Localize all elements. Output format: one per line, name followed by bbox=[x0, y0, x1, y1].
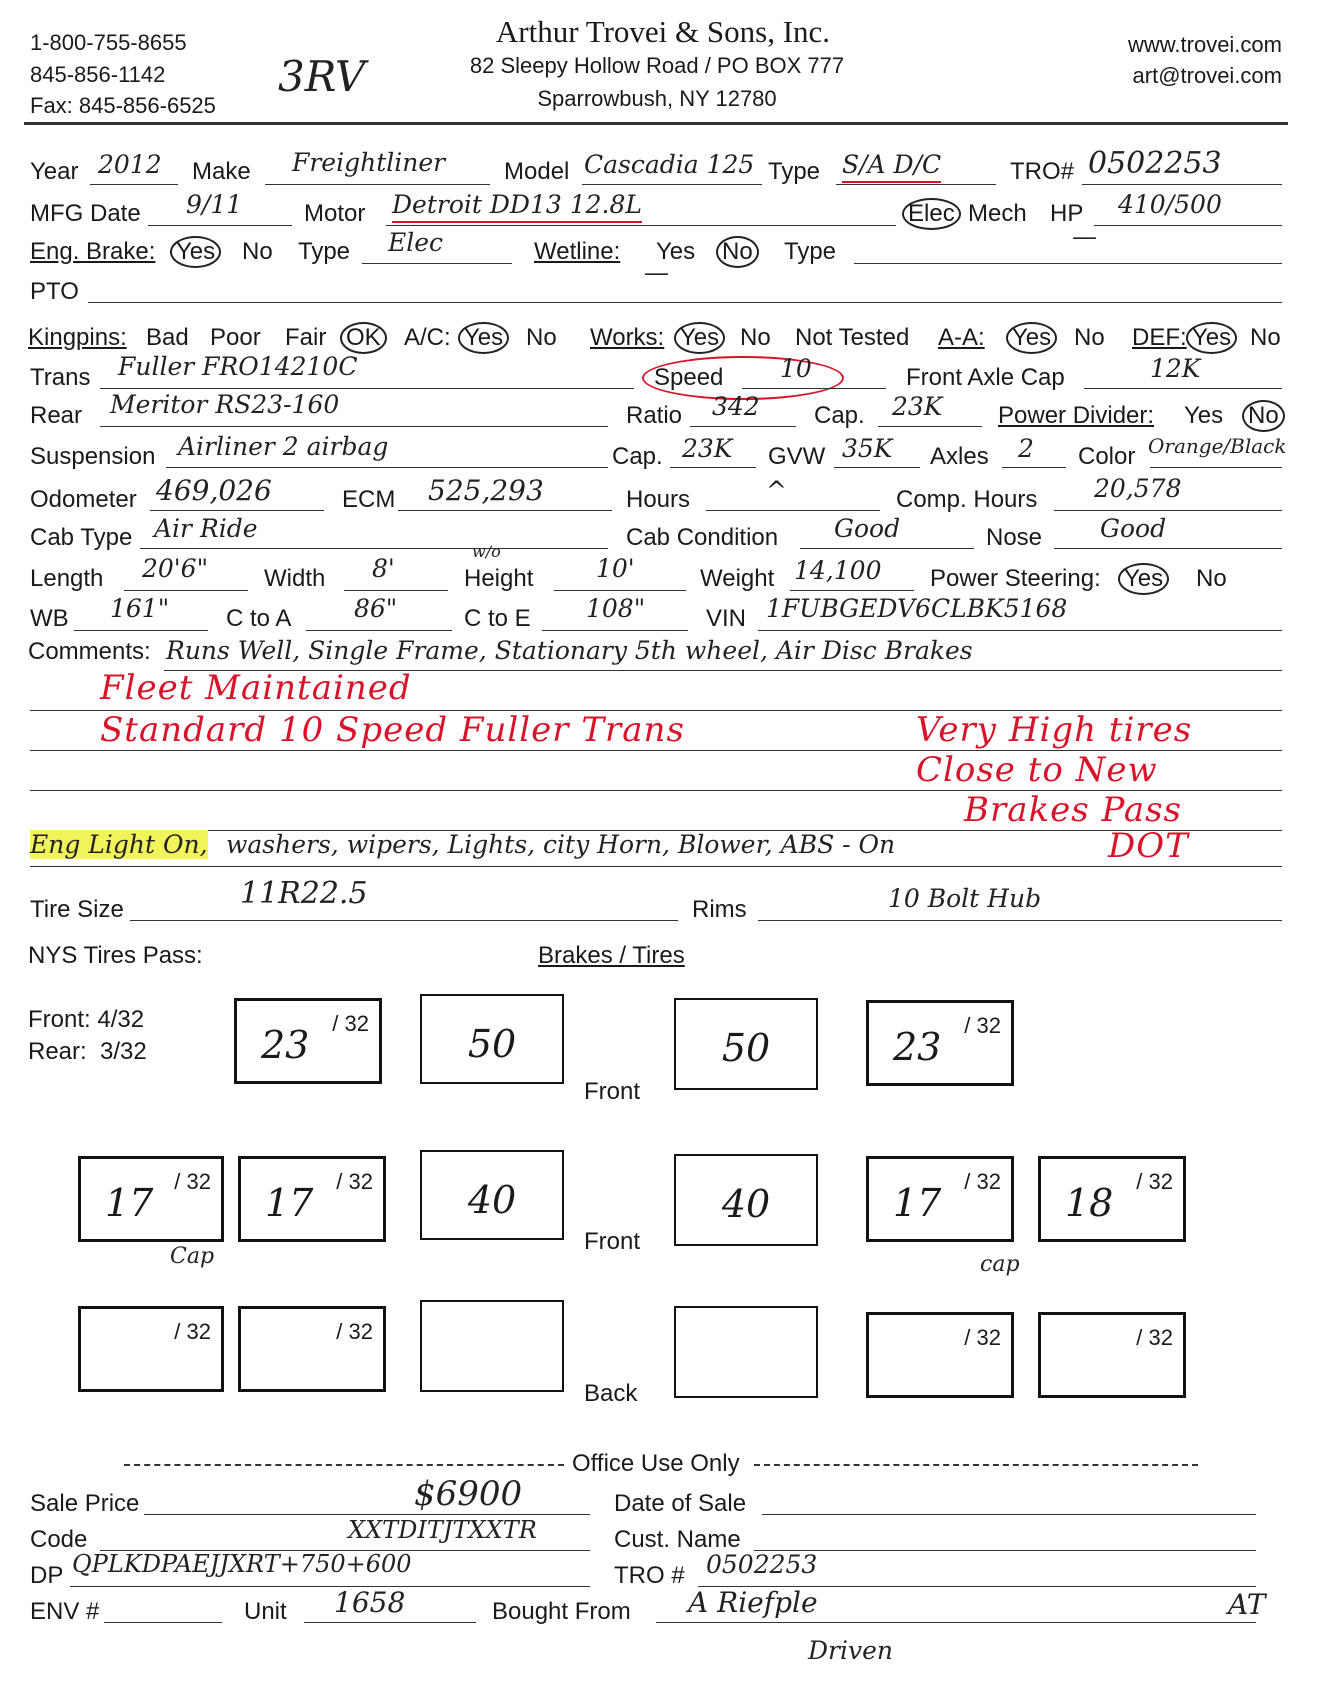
frac-label: / 32 bbox=[964, 1169, 1001, 1194]
value-width[interactable]: 8' bbox=[372, 554, 395, 583]
value-cab-condition[interactable]: Good bbox=[834, 514, 901, 543]
label-cust-name: Cust. Name bbox=[614, 1526, 741, 1553]
frac-label: / 32 bbox=[1136, 1325, 1173, 1350]
value-c-to-a[interactable]: 86" bbox=[354, 594, 398, 623]
comment-line-4[interactable]: Close to New bbox=[916, 750, 1158, 790]
label-def: DEF: bbox=[1132, 324, 1187, 351]
label-ac: A/C: bbox=[404, 324, 451, 351]
label-cab-condition: Cab Condition bbox=[626, 524, 779, 551]
value-tire-size[interactable]: 11R22.5 bbox=[240, 876, 368, 911]
phone-2: 845-856-1142 bbox=[30, 62, 166, 87]
kingpins-bad[interactable]: Bad bbox=[146, 324, 189, 351]
label-brakes-tires: Brakes / Tires bbox=[538, 942, 685, 969]
works-yes-selected[interactable]: Yes bbox=[674, 322, 725, 354]
works-no[interactable]: No bbox=[740, 324, 771, 351]
tread-value: 18 bbox=[1065, 1181, 1114, 1225]
label-rims: Rims bbox=[692, 896, 747, 923]
tread-value: 23 bbox=[893, 1025, 942, 1069]
label-axles: Axles bbox=[930, 443, 989, 470]
label-width: Width bbox=[264, 565, 326, 592]
comment-highlight-eng-light[interactable]: Eng Light On, bbox=[30, 830, 208, 859]
label-unit: Unit bbox=[244, 1598, 287, 1625]
comment-line-2[interactable]: Fleet Maintained bbox=[100, 668, 412, 708]
label-tire-size: Tire Size bbox=[30, 896, 124, 923]
label-aa: A-A: bbox=[938, 324, 985, 351]
height-note: w/o bbox=[472, 542, 501, 561]
frac-label: / 32 bbox=[174, 1169, 211, 1194]
power-steering-yes-selected[interactable]: Yes bbox=[1118, 563, 1169, 595]
address-line-1: 82 Sleepy Hollow Road / PO BOX 777 bbox=[469, 53, 845, 78]
ac-no[interactable]: No bbox=[526, 324, 557, 351]
option-mech[interactable]: Mech bbox=[968, 200, 1027, 227]
option-elec-selected[interactable]: Elec bbox=[902, 198, 961, 230]
label-motor: Motor bbox=[304, 200, 366, 227]
value-initials: AT bbox=[1228, 1588, 1266, 1621]
value-sale-price[interactable]: $6900 bbox=[414, 1474, 523, 1514]
fax: Fax: 845-856-6525 bbox=[30, 93, 216, 118]
label-eng-brake-type: Type bbox=[298, 238, 351, 265]
label-gvw: GVW bbox=[768, 443, 826, 470]
brake-value: 50 bbox=[467, 1022, 517, 1066]
label-hp: HP bbox=[1050, 200, 1084, 227]
label-mfg-date: MFG Date bbox=[30, 200, 141, 227]
label-vin: VIN bbox=[706, 605, 747, 632]
row2-front-label: Front bbox=[584, 1228, 641, 1255]
label-speed: Speed bbox=[654, 364, 724, 391]
label-height: Height bbox=[464, 565, 534, 592]
value-nose[interactable]: Good bbox=[1100, 514, 1167, 543]
label-susp-cap: Cap. bbox=[612, 443, 663, 470]
tire-rear2-inner-right[interactable] bbox=[866, 1312, 1014, 1398]
hp-dash: — bbox=[1072, 222, 1097, 251]
power-divider-no-selected[interactable]: No bbox=[1242, 400, 1285, 432]
value-make[interactable]: Freightliner bbox=[292, 148, 446, 177]
brake-value: 40 bbox=[467, 1178, 517, 1222]
value-front-axle-cap[interactable]: 12K bbox=[1150, 354, 1201, 383]
ac-yes-selected[interactable]: Yes bbox=[458, 322, 509, 354]
value-gvw[interactable]: 35K bbox=[842, 434, 893, 463]
value-dp[interactable]: QPLKDPAEJJXRT+750+600 bbox=[72, 1550, 412, 1578]
value-cab-type[interactable]: Air Ride bbox=[154, 514, 258, 543]
label-cab-type: Cab Type bbox=[30, 524, 133, 551]
value-length[interactable]: 20'6" bbox=[142, 554, 209, 583]
brake-rear1-left[interactable] bbox=[420, 1150, 564, 1240]
value-unit[interactable]: 1658 bbox=[334, 1586, 406, 1619]
label-comp-hours: Comp. Hours bbox=[896, 486, 1038, 513]
brake-rear2-left[interactable] bbox=[420, 1300, 564, 1392]
value-c-to-e[interactable]: 108" bbox=[586, 594, 646, 623]
brake-value: 40 bbox=[721, 1182, 771, 1226]
value-vin[interactable]: 1FUBGEDV6CLBK5168 bbox=[766, 594, 1068, 623]
value-motor[interactable]: Detroit DD13 12.8L bbox=[392, 190, 642, 223]
label-c-to-a: C to A bbox=[226, 605, 292, 632]
tread-value: 17 bbox=[893, 1181, 942, 1225]
comment-dot[interactable]: DOT bbox=[1108, 826, 1189, 866]
eng-brake-yes-selected[interactable]: Yes bbox=[170, 236, 221, 268]
row1-front-label: Front bbox=[584, 1078, 641, 1105]
comment-line-1[interactable]: Runs Well, Single Frame, Stationary 5th wheel, Air Disc Brakes bbox=[166, 636, 973, 665]
frac-label: / 32 bbox=[964, 1325, 1001, 1350]
label-wetline-type: Type bbox=[784, 238, 837, 265]
value-color[interactable]: Orange/Black bbox=[1148, 434, 1287, 458]
label-kingpins: Kingpins: bbox=[28, 324, 127, 351]
tire-rear2-outer-right[interactable] bbox=[1038, 1312, 1186, 1398]
front-tread-spec: Front: 4/32 bbox=[28, 1006, 145, 1033]
comment-line-3[interactable]: Standard 10 Speed Fuller Trans bbox=[100, 710, 685, 750]
label-date-of-sale: Date of Sale bbox=[614, 1490, 747, 1517]
wetline-yes[interactable]: Yes bbox=[656, 238, 696, 265]
office-dashed-right bbox=[754, 1464, 1198, 1466]
office-dashed-left bbox=[124, 1464, 564, 1466]
header-divider bbox=[24, 122, 1288, 125]
value-comp-hours[interactable]: 20,578 bbox=[1094, 474, 1182, 503]
label-c-to-e: C to E bbox=[464, 605, 531, 632]
row3-back-label: Back bbox=[584, 1380, 638, 1407]
value-weight[interactable]: 14,100 bbox=[794, 556, 882, 585]
label-suspension: Suspension bbox=[30, 443, 156, 470]
label-front-axle-cap: Front Axle Cap bbox=[906, 364, 1065, 391]
brake-front-left[interactable] bbox=[420, 994, 564, 1084]
label-dp: DP bbox=[30, 1562, 64, 1589]
value-rims[interactable]: 10 Bolt Hub bbox=[888, 884, 1042, 913]
frac-label: / 32 bbox=[174, 1319, 211, 1344]
website-link[interactable]: www.trovei.com bbox=[1127, 32, 1282, 57]
label-nys-tires-pass: NYS Tires Pass: bbox=[28, 942, 203, 969]
comment-line-5[interactable]: Brakes Pass bbox=[964, 790, 1183, 830]
kingpins-ok-selected[interactable]: OK bbox=[340, 322, 387, 354]
label-pto: PTO bbox=[30, 278, 79, 305]
label-trans: Trans bbox=[30, 364, 91, 391]
value-hp[interactable]: 410/500 bbox=[1118, 190, 1222, 219]
aa-yes-selected[interactable]: Yes bbox=[1006, 322, 1057, 354]
label-bought-from: Bought From bbox=[492, 1598, 631, 1625]
label-nose: Nose bbox=[986, 524, 1043, 551]
brake-front-right[interactable] bbox=[674, 998, 818, 1090]
value-bought-from[interactable]: A Riefple bbox=[688, 1586, 818, 1619]
value-year[interactable]: 2012 bbox=[98, 150, 162, 179]
label-env: ENV # bbox=[30, 1598, 100, 1625]
value-wb[interactable]: 161" bbox=[110, 594, 170, 623]
tire-rear2-inner-left[interactable] bbox=[238, 1306, 386, 1392]
aa-no[interactable]: No bbox=[1074, 324, 1105, 351]
address-line-2: Sparrowbush, NY 12780 bbox=[537, 86, 777, 111]
label-hours: Hours bbox=[626, 486, 691, 513]
label-length: Length bbox=[30, 565, 104, 592]
value-type[interactable]: S/A D/C bbox=[842, 150, 941, 183]
tread-value: 17 bbox=[105, 1181, 154, 1225]
label-weight: Weight bbox=[700, 565, 775, 592]
label-eng-brake: Eng. Brake: bbox=[30, 238, 156, 265]
value-rear-cap[interactable]: 23K bbox=[892, 392, 943, 421]
value-driven: Driven bbox=[808, 1636, 894, 1665]
cap-note-left: Cap bbox=[170, 1244, 215, 1269]
handwritten-code: 3RV bbox=[278, 52, 366, 101]
value-code[interactable]: XXTDITJTXXTR bbox=[348, 1516, 537, 1544]
value-ecm[interactable]: 525,293 bbox=[428, 474, 544, 507]
label-sale-price: Sale Price bbox=[30, 1490, 140, 1517]
label-year: Year bbox=[30, 158, 79, 185]
value-ratio[interactable]: 342 bbox=[712, 392, 760, 421]
rear-tread-spec: Rear: 3/32 bbox=[28, 1038, 147, 1065]
label-works: Works: bbox=[590, 324, 665, 351]
frac-label: / 32 bbox=[336, 1319, 373, 1344]
tire-front-right[interactable] bbox=[866, 1000, 1014, 1086]
label-odometer: Odometer bbox=[30, 486, 137, 513]
value-hours[interactable]: ^ bbox=[766, 476, 787, 505]
value-mfg-date[interactable]: 9/11 bbox=[186, 190, 243, 219]
comment-line-3b[interactable]: Very High tires bbox=[916, 710, 1193, 750]
tire-rear1-outer-left[interactable] bbox=[78, 1156, 224, 1242]
value-trans[interactable]: Fuller FRO14210C bbox=[118, 352, 358, 381]
value-susp-cap[interactable]: 23K bbox=[682, 434, 733, 463]
kingpins-poor[interactable]: Poor bbox=[210, 324, 261, 351]
value-odometer[interactable]: 469,026 bbox=[156, 474, 272, 507]
frac-label: / 32 bbox=[1136, 1169, 1173, 1194]
label-wb: WB bbox=[30, 605, 69, 632]
tread-value: 17 bbox=[265, 1181, 314, 1225]
frac-label: / 32 bbox=[964, 1013, 1001, 1038]
comment-line-6[interactable]: washers, wipers, Lights, city Horn, Blower, ABS - On bbox=[226, 830, 896, 859]
label-tro: TRO# bbox=[1010, 158, 1075, 185]
value-axles[interactable]: 2 bbox=[1018, 434, 1034, 463]
wetline-no-selected[interactable]: No bbox=[716, 236, 759, 268]
label-ecm: ECM bbox=[342, 486, 396, 513]
label-power-divider: Power Divider: bbox=[998, 402, 1155, 429]
frac-label: / 32 bbox=[336, 1169, 373, 1194]
brake-rear2-right[interactable] bbox=[674, 1306, 818, 1398]
power-divider-yes[interactable]: Yes bbox=[1184, 402, 1224, 429]
brake-rear1-right[interactable] bbox=[674, 1154, 818, 1246]
def-no[interactable]: No bbox=[1250, 324, 1281, 351]
phone-1: 1-800-755-8655 bbox=[30, 30, 187, 55]
value-rear[interactable]: Meritor RS23-160 bbox=[110, 390, 340, 419]
tread-value: 23 bbox=[261, 1023, 310, 1067]
value-tro-num[interactable]: 0502253 bbox=[706, 1550, 818, 1579]
label-rear-cap: Cap. bbox=[814, 402, 865, 429]
label-type: Type bbox=[768, 158, 821, 185]
tire-rear1-inner-right[interactable] bbox=[866, 1156, 1014, 1242]
tire-rear1-inner-left[interactable] bbox=[238, 1156, 386, 1242]
label-wetline: Wetline: bbox=[534, 238, 621, 265]
label-tro-num: TRO # bbox=[614, 1562, 685, 1589]
label-rear: Rear bbox=[30, 402, 83, 429]
label-color: Color bbox=[1078, 443, 1136, 470]
tire-front-left[interactable] bbox=[234, 998, 382, 1084]
label-model: Model bbox=[504, 158, 570, 185]
kingpins-fair[interactable]: Fair bbox=[285, 324, 327, 351]
value-suspension[interactable]: Airliner 2 airbag bbox=[178, 432, 389, 461]
value-height[interactable]: 10' bbox=[596, 554, 635, 583]
value-tro[interactable]: 0502253 bbox=[1088, 146, 1222, 181]
label-power-steering: Power Steering: bbox=[930, 565, 1101, 592]
cap-note-right: cap bbox=[980, 1252, 1020, 1277]
value-model[interactable]: Cascadia 125 bbox=[584, 150, 755, 179]
label-comments: Comments: bbox=[28, 638, 151, 665]
company-name: Arthur Trovei & Sons, Inc. bbox=[495, 14, 831, 49]
office-use-only-heading: Office Use Only bbox=[572, 1450, 740, 1477]
value-speed[interactable]: 10 bbox=[780, 354, 812, 383]
label-make: Make bbox=[192, 158, 251, 185]
wetline-dash: — bbox=[644, 258, 669, 287]
works-not-tested[interactable]: Not Tested bbox=[795, 324, 910, 351]
tire-rear1-outer-right[interactable] bbox=[1038, 1156, 1186, 1242]
label-code: Code bbox=[30, 1526, 88, 1553]
label-ratio: Ratio bbox=[626, 402, 683, 429]
power-steering-no[interactable]: No bbox=[1196, 565, 1227, 592]
eng-brake-no[interactable]: No bbox=[242, 238, 273, 265]
frac-label: / 32 bbox=[332, 1011, 369, 1036]
tire-rear2-outer-left[interactable] bbox=[78, 1306, 224, 1392]
brake-value: 50 bbox=[721, 1026, 771, 1070]
def-yes-selected[interactable]: Yes bbox=[1186, 322, 1237, 354]
value-eng-brake-type[interactable]: Elec bbox=[388, 228, 444, 257]
email-link[interactable]: art@trovei.com bbox=[1132, 63, 1282, 88]
